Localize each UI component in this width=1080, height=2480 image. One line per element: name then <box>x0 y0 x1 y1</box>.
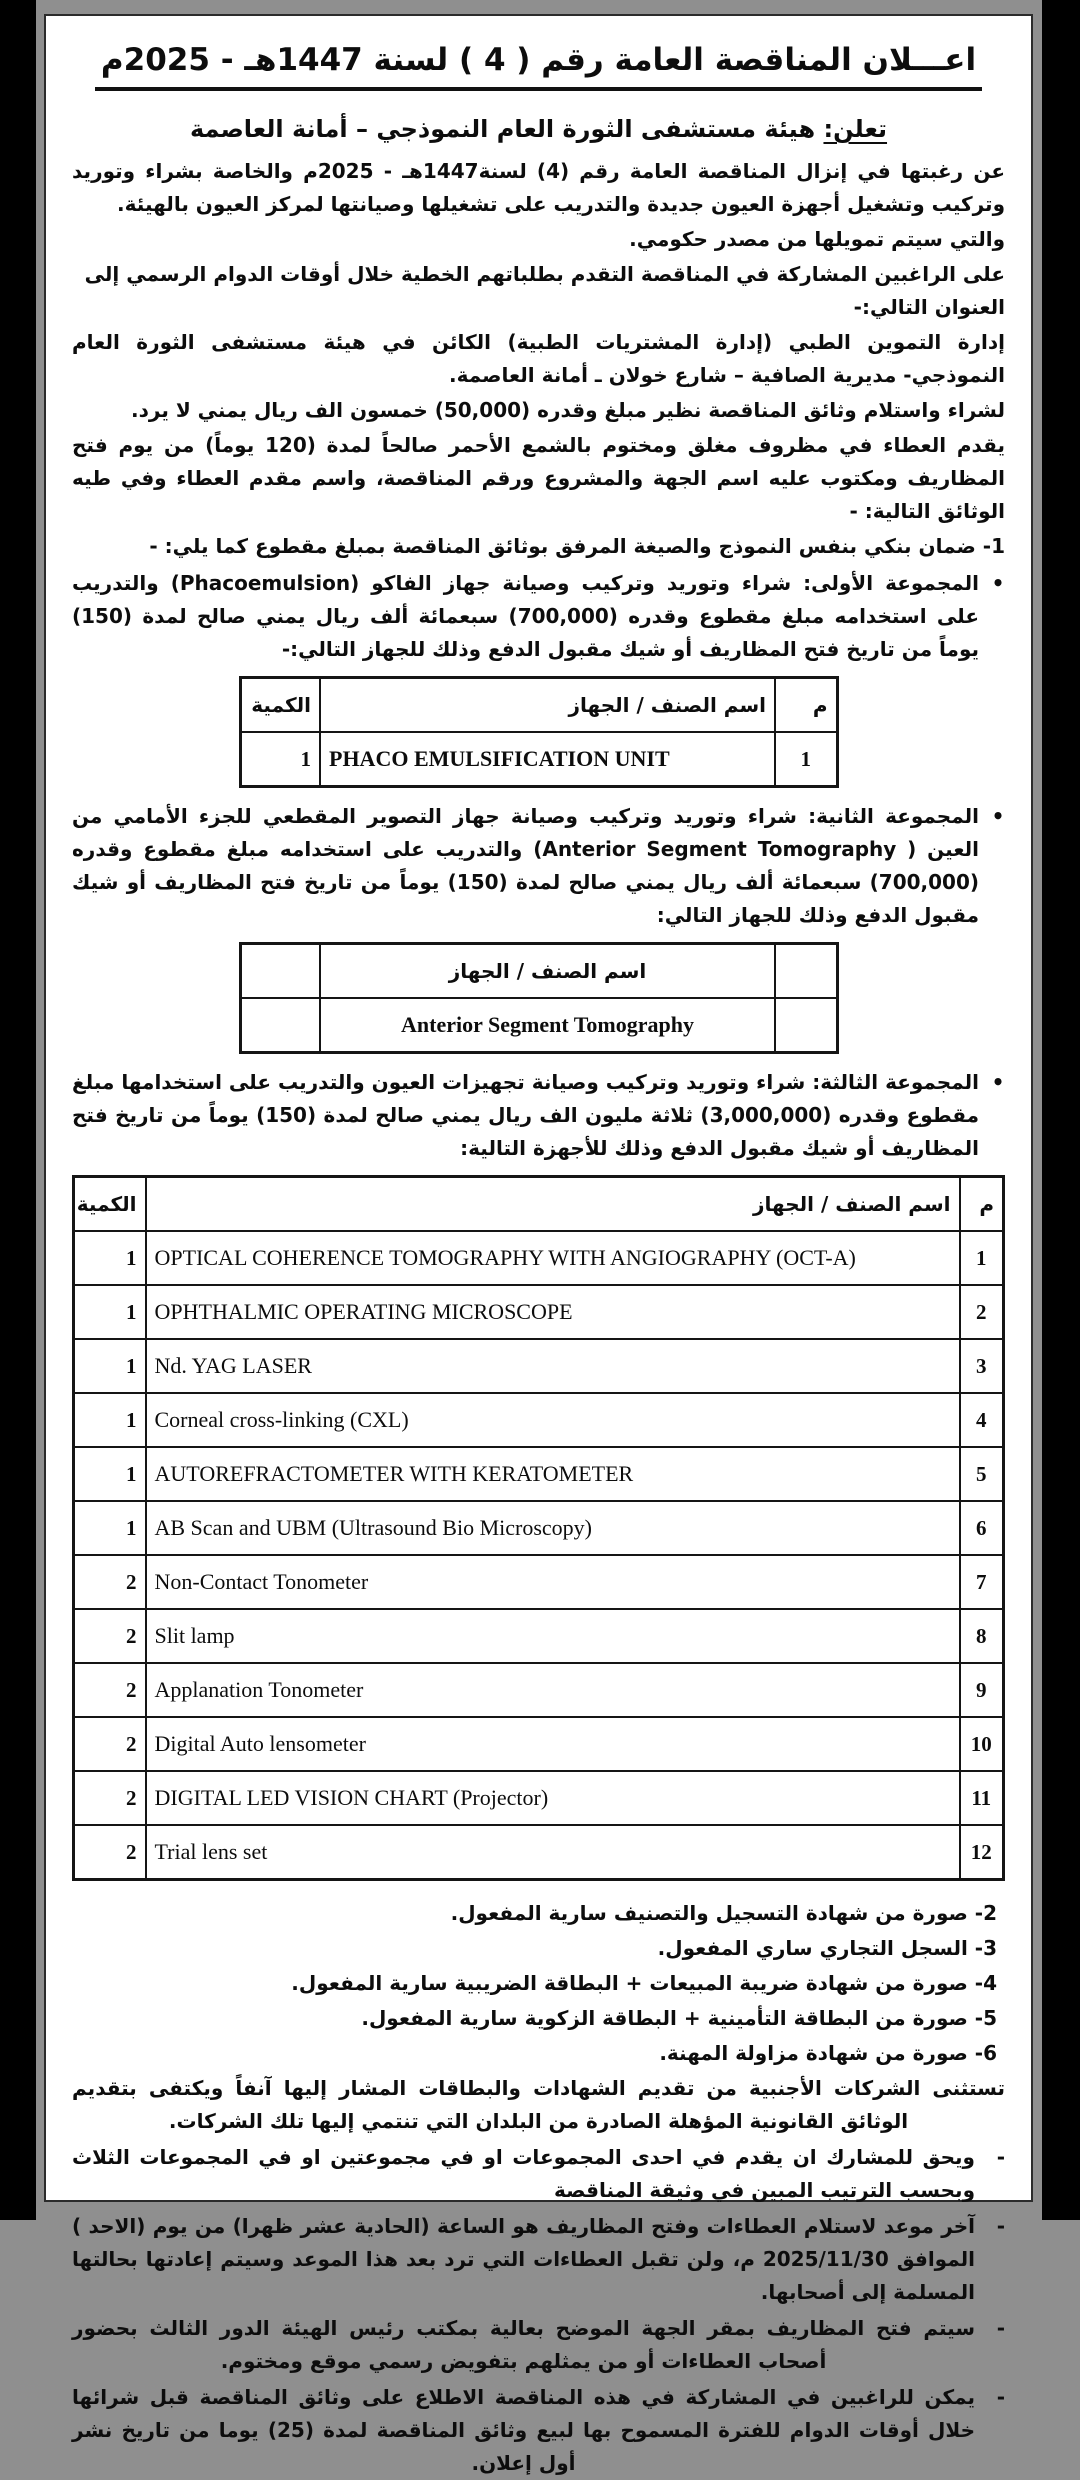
group1-text: المجموعة الأولى: شراء وتوريد وتركيب وصيانة جهاز الفاكو (Phacoemulsion) والتدريب على استخدامه مبلغ مقطوع وقدره (700,000) سبعمائة ألف ريال يمني صالح لمدة (150) يوماً من تاريخ فتح المظاريف أو شيك مقبول الدفع وذلك للجهاز التالي:- <box>72 571 980 661</box>
note-text: سيتم فتح المظاريف بمقر الجهة الموضح بعالية بمكتب رئيس الهيئة الدور الثالث بحضور أصحاب العطاءات أو من يمثلهم بتفويض رسمي موقع ومختوم. <box>72 2316 975 2373</box>
subtitle-announcer: تعلن: <box>823 115 888 143</box>
col-header-no: م <box>775 678 837 733</box>
doc-list-item: 6- صورة من شهادة مزاولة المهنة. <box>659 2041 997 2065</box>
table-header-row <box>74 1177 1004 1232</box>
table-cell-no: 10 <box>960 1717 1004 1771</box>
table-cell-qty <box>240 998 320 1053</box>
table-cell-name: Anterior Segment Tomography <box>320 998 775 1053</box>
group1-equipment-table <box>239 676 839 788</box>
required-documents-list <box>72 1897 1005 2070</box>
table-cell-no: 11 <box>960 1771 1004 1825</box>
table-cell-name: Nd. YAG LASER <box>146 1339 960 1393</box>
col-header-name: اسم الصنف / الجهاز <box>146 1177 960 1232</box>
table-row <box>74 1663 1004 1717</box>
col-header-name: اسم الصنف / الجهاز <box>320 678 775 733</box>
guarantee-item: 1- ضمان بنكي بنفس النموذج والصيغة المرفق بوثائق المناقصة بمبلغ مقطوع كما يلي: - <box>149 534 1005 558</box>
bullet-icon: • <box>991 571 1005 595</box>
note-text: يمكن للراغبين في المشاركة في هذه المناقصة الاطلاع على وثائق المناقصة قبل شرائها خلال أوقات الدوام للفترة المسموح بها لبيع وثائق المناقصة لمدة (25) يوما من تاريخ نشر أول إعلان. <box>72 2385 975 2475</box>
table-row <box>240 998 837 1053</box>
table-row <box>74 1609 1004 1663</box>
table-cell-qty: 1 <box>74 1339 146 1393</box>
table-cell-no: 8 <box>960 1609 1004 1663</box>
table-cell-qty: 1 <box>74 1501 146 1555</box>
table-header-row <box>240 944 837 999</box>
table-header-row <box>240 678 837 733</box>
page-title-text: اعـــلان المناقصة العامة رقم ( 4 ) لسنة 1447هـ - 2025م <box>95 42 982 91</box>
bullet-icon: • <box>991 1070 1005 1094</box>
table-cell-name: Trial lens set <box>146 1825 960 1880</box>
table-cell-name: AB Scan and UBM (Ultrasound Bio Microscopy) <box>146 1501 960 1555</box>
doc-list-item: 3- السجل التجاري ساري المفعول. <box>657 1936 997 1960</box>
table-row <box>74 1231 1004 1285</box>
scan-black-edge-right <box>1042 0 1080 2220</box>
table-cell-qty: 2 <box>74 1717 146 1771</box>
doc-list-item: 2- صورة من شهادة التسجيل والتصنيف سارية المفعول. <box>450 1901 997 1925</box>
group2-table-body <box>240 998 837 1053</box>
table-cell-no: 2 <box>960 1285 1004 1339</box>
table-cell-no <box>775 998 837 1053</box>
table-cell-no: 6 <box>960 1501 1004 1555</box>
table-row <box>74 1555 1004 1609</box>
table-cell-qty: 1 <box>74 1393 146 1447</box>
intro-paragraph-1: عن رغبتها في إنزال المناقصة العامة رقم (4) لسنة1447هـ - 2025م والخاصة بشراء وتوريد وتركيب وتشغيل أجهزة العيون جديدة والتدريب على تشغيلها وصيانتها لمركز العيون بالهيئة. <box>72 159 1006 216</box>
table-cell-name: Non-Contact Tonometer <box>146 1555 960 1609</box>
intro-paragraph-3: على الراغبين المشاركة في المناقصة التقدم بطلباتهم الخطية خلال أوقات الدوام الرسمي إلى العنوان التالي:- <box>84 262 1005 319</box>
table-cell-no: 9 <box>960 1663 1004 1717</box>
group1-paragraph <box>72 567 1005 666</box>
table-cell-qty: 2 <box>74 1663 146 1717</box>
document-page <box>44 14 1033 2475</box>
table-cell-name: PHACO EMULSIFICATION UNIT <box>320 732 775 787</box>
table-row <box>74 1825 1004 1880</box>
table-cell-no: 12 <box>960 1825 1004 1880</box>
table-cell-qty: 1 <box>74 1447 146 1501</box>
table-cell-name: OPHTHALMIC OPERATING MICROSCOPE <box>146 1285 960 1339</box>
doc-list-item: 4- صورة من شهادة ضريبة المبيعات + البطاقة الضريبية سارية المفعول. <box>291 1971 997 1995</box>
address-paragraph: إدارة التموين الطبي (إدارة المشتريات الطبية) الكائن في هيئة مستشفى الثورة العام النموذجي- مديرية الصافية – شارع خولان ـ أمانة العاصمة. <box>72 330 1005 387</box>
group3-equipment-table <box>72 1175 1005 1881</box>
subtitle-entity: هيئة مستشفى الثورة العام النموذجي – أمانة العاصمة <box>189 115 816 143</box>
note-text: ويحق للمشارك ان يقدم في احدى المجموعات او في مجموعتين او في المجموعات الثلاث وبحسب الترتيب المبين في وثيقة المناقصة <box>72 2145 975 2202</box>
table-cell-no: 3 <box>960 1339 1004 1393</box>
table-cell-qty: 1 <box>240 732 320 787</box>
dash-icon: - <box>996 2385 1005 2409</box>
envelope-paragraph: يقدم العطاء في مظروف مغلق ومختوم بالشمع الأحمر صالحاً لمدة (120 يوماً) من يوم فتح المظاريف ومكتوب عليه اسم الجهة والمشروع ورقم المناقصة، واسم مقدم العطاء وفي طيه الوثائق التالية: - <box>72 433 1005 523</box>
table-cell-name: DIGITAL LED VISION CHART (Projector) <box>146 1771 960 1825</box>
group3-paragraph <box>72 1066 1005 1165</box>
table-row <box>74 1771 1004 1825</box>
group3-text: المجموعة الثالثة: شراء وتوريد وتركيب وصيانة تجهيزات العيون والتدريب على استخدامها مبلغ مقطوع وقدره (3,000,000) ثلاثة مليون الف ريال يمني صالح لمدة (150) يوماً من تاريخ فتح المظاريف أو شيك مقبول الدفع وذلك للأجهزة التالية: <box>72 1070 979 1160</box>
table-cell-qty: 1 <box>74 1285 146 1339</box>
table-cell-name: Corneal cross-linking (CXL) <box>146 1393 960 1447</box>
fee-paragraph: لشراء واستلام وثائق المناقصة نظير مبلغ وقدره (50,000) خمسون الف ريال يمني لا يرد. <box>131 398 1005 422</box>
page-title <box>72 42 1005 91</box>
col-header-name: اسم الصنف / الجهاز <box>320 944 775 999</box>
note-dash-item <box>72 2381 1005 2480</box>
scan-black-edge-left <box>0 0 36 2220</box>
table-row <box>74 1393 1004 1447</box>
group1-table-body <box>240 732 837 787</box>
col-header-qty: الكمية <box>240 678 320 733</box>
foreign-companies-note: تستثنى الشركات الأجنبية من تقديم الشهادات والبطاقات المشار إليها آنفاً ويكتفى بتقديم الوثائق القانونية المؤهلة الصادرة من البلدان التي تنتمي إليها تلك الشركات. <box>72 2076 1005 2133</box>
table-cell-name: Digital Auto lensometer <box>146 1717 960 1771</box>
note-dash-item <box>72 2312 1005 2378</box>
dash-icon: - <box>996 2316 1005 2340</box>
table-cell-no: 7 <box>960 1555 1004 1609</box>
table-cell-no: 1 <box>960 1231 1004 1285</box>
doc-list-item: 5- صورة من البطاقة التأمينية + البطاقة الزكوية سارية المفعول. <box>361 2006 997 2030</box>
table-cell-no: 4 <box>960 1393 1004 1447</box>
col-header-qty: الكمية <box>74 1177 146 1232</box>
group2-equipment-table <box>239 942 839 1054</box>
group3-table-body <box>74 1231 1004 1880</box>
table-cell-qty: 1 <box>74 1231 146 1285</box>
col-header-no: م <box>960 1177 1004 1232</box>
table-cell-no: 5 <box>960 1447 1004 1501</box>
table-cell-qty: 2 <box>74 1825 146 1880</box>
bullet-icon: • <box>991 804 1005 828</box>
group2-paragraph <box>72 800 1005 932</box>
col-header-qty-empty <box>240 944 320 999</box>
note-text: آخر موعد لاستلام العطاءات وفتح المظاريف هو الساعة (الحادية عشر ظهرا) من يوم (الاحد ) الموافق 2025/11/30 م، ولن تقبل العطاءات التي ترد بعد هذا الموعد وسيتم إعادتها بحالتها المسلمة إلى أصحابها. <box>72 2214 975 2304</box>
note-dash-item <box>72 2141 1005 2207</box>
col-header-no-empty <box>775 944 837 999</box>
page-subtitle <box>72 115 1005 143</box>
table-row <box>74 1717 1004 1771</box>
intro-paragraph-2: والتي سيتم تمويلها من مصدر حكومي. <box>629 227 1005 251</box>
table-row <box>74 1339 1004 1393</box>
table-row <box>74 1447 1004 1501</box>
table-cell-name: Applanation Tonometer <box>146 1663 960 1717</box>
table-cell-qty: 2 <box>74 1555 146 1609</box>
dash-icon: - <box>996 2214 1005 2238</box>
table-cell-no: 1 <box>775 732 837 787</box>
table-cell-name: Slit lamp <box>146 1609 960 1663</box>
table-cell-qty: 2 <box>74 1609 146 1663</box>
dash-icon: - <box>996 2145 1005 2169</box>
table-cell-name: OPTICAL COHERENCE TOMOGRAPHY WITH ANGIOGRAPHY (OCT-A) <box>146 1231 960 1285</box>
table-row <box>74 1285 1004 1339</box>
table-row <box>240 732 837 787</box>
table-cell-name: AUTOREFRACTOMETER WITH KERATOMETER <box>146 1447 960 1501</box>
table-cell-qty: 2 <box>74 1771 146 1825</box>
note-dash-item <box>72 2210 1005 2309</box>
group2-text: المجموعة الثانية: شراء وتوريد وتركيب وصيانة جهاز التصوير المقطعي للجزء الأمامي من العين ( Anterior Segment Tomography) والتدريب على استخدامه مبلغ مقطوع وقدره (700,000) سبعمائة ألف ريال يمني صالح لمدة (150) يوماً من تاريخ فتح المظاريف أو شيك مقبول الدفع وذلك للجهاز التالي: <box>72 804 980 927</box>
table-row <box>74 1501 1004 1555</box>
